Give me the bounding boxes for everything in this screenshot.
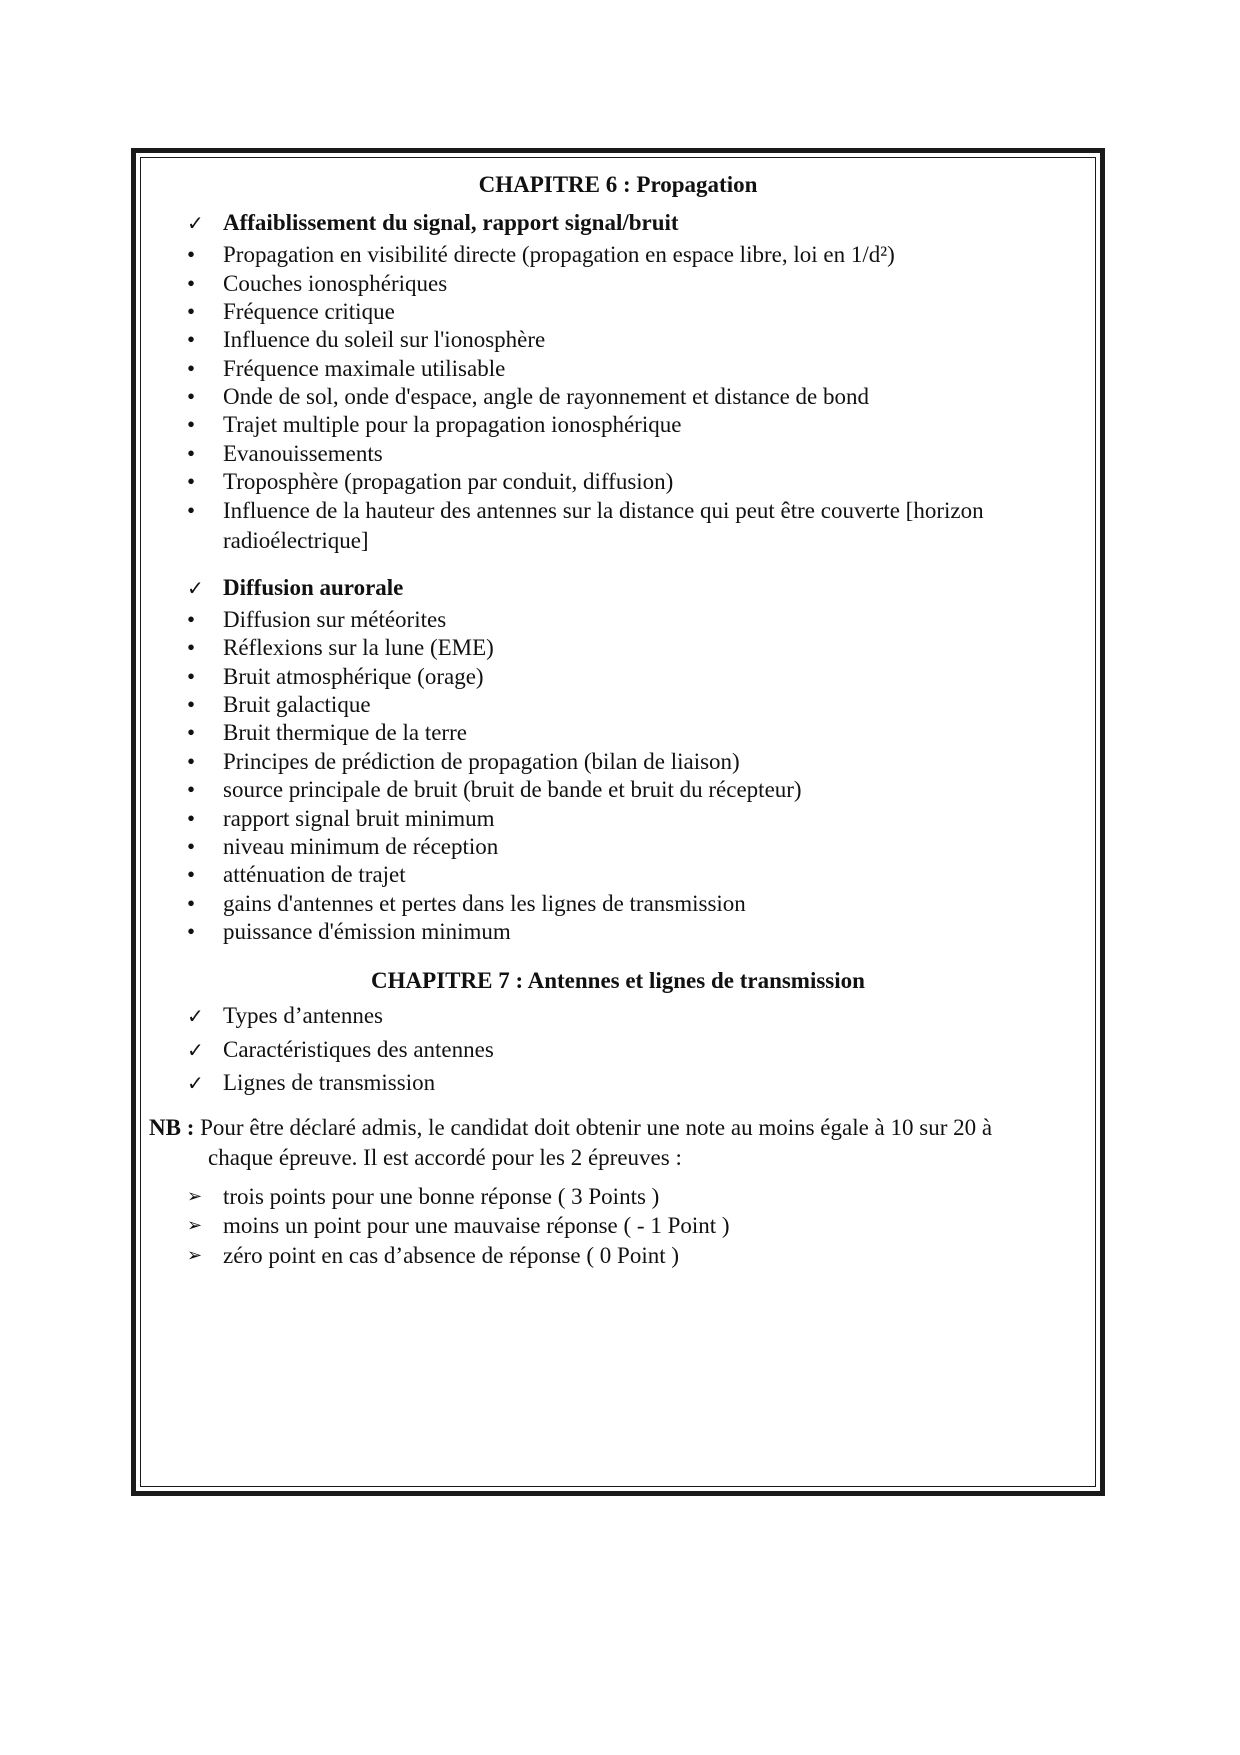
check-icon: ✓ bbox=[187, 1004, 204, 1028]
bullet-icon: • bbox=[187, 919, 196, 944]
list-item bbox=[187, 382, 1087, 412]
list-item-text: niveau minimum de réception bbox=[223, 834, 499, 859]
list-item bbox=[187, 439, 1087, 469]
check-icon: ✓ bbox=[187, 1071, 204, 1095]
list-item-text: Types d’antennes bbox=[223, 1003, 383, 1028]
section-title: Diffusion aurorale bbox=[223, 575, 404, 600]
bullet-icon: • bbox=[187, 692, 196, 717]
bullet-icon: • bbox=[187, 806, 196, 831]
nb-label: NB : bbox=[149, 1115, 195, 1140]
list-item bbox=[187, 889, 1087, 919]
list-item bbox=[187, 633, 1087, 663]
bullet-icon: • bbox=[187, 777, 196, 802]
list-item bbox=[187, 1068, 1087, 1098]
bullet-icon: • bbox=[187, 299, 196, 324]
list-item bbox=[187, 775, 1087, 805]
list-item-text: Caractéristiques des antennes bbox=[223, 1037, 494, 1062]
arrow-icon: ➢ bbox=[187, 1215, 203, 1236]
list-item-text: rapport signal bruit minimum bbox=[223, 806, 495, 831]
list-item-text: Evanouissements bbox=[223, 441, 383, 466]
nb-text-line1: Pour être déclaré admis, le candidat doit obtenir une note au moins égale à 10 sur 20 à bbox=[200, 1115, 993, 1140]
list-item-text: Trajet multiple pour la propagation ionosphérique bbox=[223, 412, 682, 437]
chapter-6-title: CHAPITRE 6 : Propagation bbox=[478, 172, 758, 197]
list-item bbox=[187, 1001, 1087, 1031]
list-item bbox=[187, 804, 1087, 834]
list-item bbox=[187, 467, 1087, 497]
list-item-text: Principes de prédiction de propagation (bilan de liaison) bbox=[223, 749, 740, 774]
list-item-text: Bruit atmosphérique (orage) bbox=[223, 664, 484, 689]
bullet-icon: • bbox=[187, 356, 196, 381]
list-item-text: Lignes de transmission bbox=[223, 1070, 436, 1095]
list-item-text: zéro point en cas d’absence de réponse ( 0 Point ) bbox=[223, 1243, 680, 1268]
list-item bbox=[187, 917, 1087, 947]
bullet-icon: • bbox=[187, 664, 196, 689]
arrow-icon: ➢ bbox=[187, 1245, 203, 1266]
check-icon: ✓ bbox=[187, 1038, 204, 1062]
list-item-text: Réflexions sur la lune (EME) bbox=[223, 635, 494, 660]
list-item-text: Onde de sol, onde d'espace, angle de rayonnement et distance de bond bbox=[223, 384, 869, 409]
list-item bbox=[187, 1211, 1087, 1241]
bullet-icon: • bbox=[187, 635, 196, 660]
list-item bbox=[187, 496, 1087, 556]
bullet-icon: • bbox=[187, 891, 196, 916]
list-item bbox=[187, 860, 1087, 890]
bullet-icon: • bbox=[187, 607, 196, 632]
list-item-text: atténuation de trajet bbox=[223, 862, 406, 887]
bullet-icon: • bbox=[187, 749, 196, 774]
chapter-7-title: CHAPITRE 7 : Antennes et lignes de transmission bbox=[371, 968, 865, 993]
list-item-text: puissance d'émission minimum bbox=[223, 919, 511, 944]
bullet-icon: • bbox=[187, 327, 196, 352]
list-item-text: Bruit galactique bbox=[223, 692, 371, 717]
bullet-icon: • bbox=[187, 242, 196, 267]
bullet-icon: • bbox=[187, 862, 196, 887]
check-icon: ✓ bbox=[187, 576, 204, 600]
section-title: Affaiblissement du signal, rapport signal/bruit bbox=[223, 210, 679, 235]
list-item bbox=[187, 605, 1087, 635]
list-item-text: moins un point pour une mauvaise réponse ( - 1 Point ) bbox=[223, 1213, 730, 1238]
list-item-text: Bruit thermique de la terre bbox=[223, 720, 467, 745]
arrow-icon: ➢ bbox=[187, 1186, 203, 1207]
list-item bbox=[187, 662, 1087, 692]
list-item-text: Propagation en visibilité directe (propagation en espace libre, loi en 1/d²) bbox=[223, 242, 895, 267]
list-item bbox=[187, 832, 1087, 862]
list-item-text: Fréquence critique bbox=[223, 299, 395, 324]
list-item-text: Influence du soleil sur l'ionosphère bbox=[223, 327, 546, 352]
bullet-icon: • bbox=[187, 441, 196, 466]
list-item-text: Fréquence maximale utilisable bbox=[223, 356, 506, 381]
list-item-text: trois points pour une bonne réponse ( 3 Points ) bbox=[223, 1184, 660, 1209]
bullet-icon: • bbox=[187, 834, 196, 859]
bullet-icon: • bbox=[187, 271, 196, 296]
nb-text-line2: chaque épreuve. Il est accordé pour les 2 épreuves : bbox=[208, 1145, 682, 1170]
list-item bbox=[187, 325, 1087, 355]
bullet-icon: • bbox=[187, 720, 196, 745]
section-heading-signal bbox=[187, 208, 1087, 238]
document-content bbox=[131, 148, 1105, 1496]
list-item bbox=[187, 747, 1087, 777]
list-item-text: Influence de la hauteur des antennes sur la distance qui peut être couverte [horizon radioélectrique] bbox=[223, 498, 984, 553]
bullet-icon: • bbox=[187, 412, 196, 437]
bullet-icon: • bbox=[187, 469, 196, 494]
list-item bbox=[187, 297, 1087, 327]
list-item bbox=[187, 1182, 1087, 1212]
list-item bbox=[187, 718, 1087, 748]
list-item bbox=[187, 269, 1087, 299]
list-item bbox=[187, 1035, 1087, 1065]
list-item bbox=[187, 1241, 1087, 1271]
list-item-text: Diffusion sur météorites bbox=[223, 607, 447, 632]
list-item bbox=[187, 354, 1087, 384]
list-item-text: gains d'antennes et pertes dans les lignes de transmission bbox=[223, 891, 746, 916]
check-icon: ✓ bbox=[187, 211, 204, 235]
bullet-icon: • bbox=[187, 384, 196, 409]
list-item-text: Couches ionosphériques bbox=[223, 271, 448, 296]
list-item bbox=[187, 690, 1087, 720]
section-heading-aurorale bbox=[187, 573, 1087, 603]
bullet-icon: • bbox=[187, 498, 196, 523]
list-item-text: source principale de bruit (bruit de bande et bruit du récepteur) bbox=[223, 777, 802, 802]
nb-paragraph bbox=[149, 1113, 1079, 1173]
list-item bbox=[187, 410, 1087, 440]
list-item bbox=[187, 240, 1087, 270]
list-item-text: Troposphère (propagation par conduit, diffusion) bbox=[223, 469, 674, 494]
